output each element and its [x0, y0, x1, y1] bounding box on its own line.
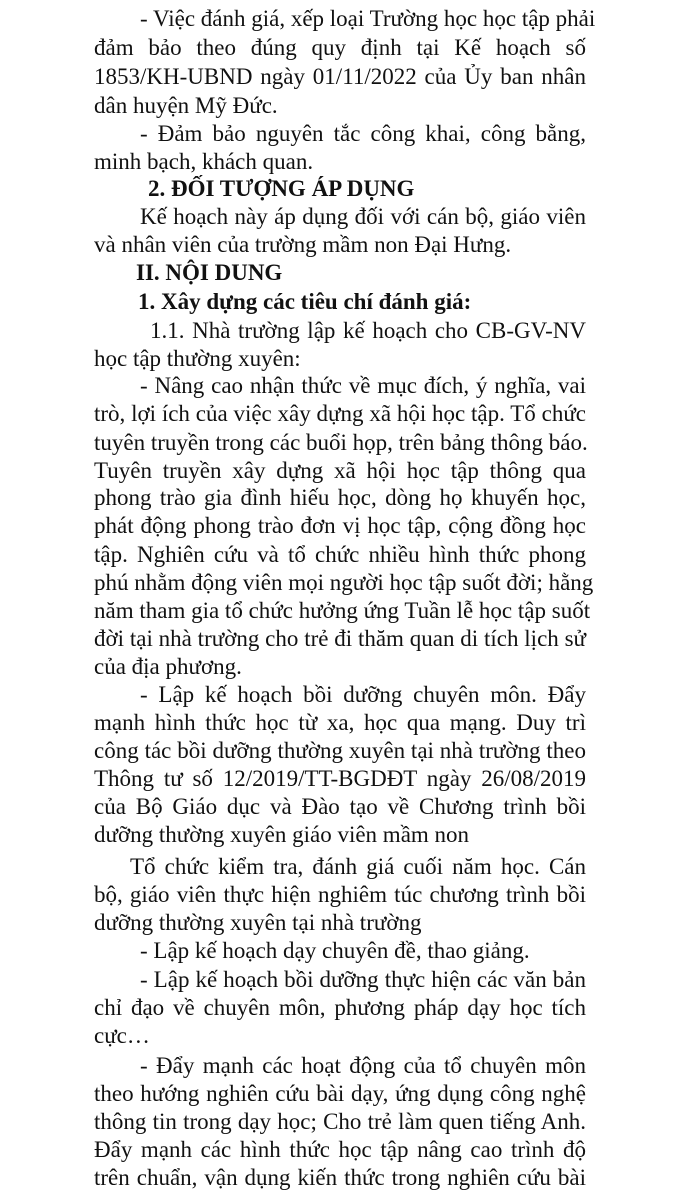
text-line: chỉ đạo về chuyên môn, phương pháp dạy học tích	[94, 995, 586, 1020]
text-line: phú nhằm động viên mọi người học tập suốt đời; hằng	[94, 570, 594, 595]
text-line: - Lập kế hoạch bồi dưỡng thực hiện các văn bản	[140, 967, 586, 992]
text-line: Kế hoạch này áp dụng đối với cán bộ, giáo viên	[140, 204, 586, 229]
section-heading: 1. Xây dựng các tiêu chí đánh giá:	[138, 289, 472, 314]
text-line: dân huyện Mỹ Đức.	[94, 93, 278, 118]
section-heading: 2. ĐỐI TƯỢNG ÁP DỤNG	[148, 176, 415, 201]
text-line: minh bạch, khách quan.	[94, 149, 314, 174]
text-line: đời tại nhà trường cho trẻ đi thăm quan di tích lịch sử	[94, 626, 586, 651]
section-heading: II. NỘI DUNG	[136, 260, 283, 285]
text-line: mạnh hình thức học từ xa, học qua mạng. Duy trì	[94, 710, 586, 735]
text-line: tập. Nghiên cứu và tổ chức nhiều hình thức phong	[94, 542, 586, 567]
text-line: - Việc đánh giá, xếp loại Trường học học tập phải	[140, 6, 596, 31]
text-line: phong trào gia đình hiếu học, dòng họ khuyến học,	[94, 485, 586, 510]
text-line: - Đảm bảo nguyên tắc công khai, công bằng,	[140, 121, 586, 146]
text-line: và nhân viên của trường mầm non Đại Hưng.	[94, 232, 512, 257]
text-line: Tổ chức kiểm tra, đánh giá cuối năm học. Cán	[130, 854, 586, 879]
text-line: đảm bảo theo đúng quy định tại Kế hoạch số	[94, 35, 586, 60]
text-line: tuyên truyền trong các buổi họp, trên bảng thông báo.	[94, 430, 588, 455]
text-line: - Nâng cao nhận thức về mục đích, ý nghĩa, vai	[140, 373, 586, 398]
text-line: Đẩy mạnh các hình thức học tập nâng cao trình độ	[94, 1137, 586, 1162]
text-line: thông tin trong dạy học; Cho trẻ làm quen tiếng Anh.	[94, 1109, 586, 1134]
text-line: bộ, giáo viên thực hiện nghiêm túc chương trình bồi	[94, 882, 586, 907]
text-line: - Lập kế hoạch dạy chuyên đề, thao giảng.	[140, 938, 530, 963]
text-line: trên chuẩn, vận dụng kiến thức trong nghiên cứu bài	[94, 1165, 586, 1190]
text-line: Tuyên truyền xây dựng xã hội học tập thông qua	[94, 458, 586, 483]
text-line: công tác bồi dưỡng thường xuyên tại nhà trường theo	[94, 738, 586, 763]
text-line: của địa phương.	[94, 654, 242, 679]
text-line: dưỡng thường xuyên tại nhà trường	[94, 910, 422, 935]
text-line: dưỡng thường xuyên giáo viên mầm non	[94, 822, 470, 847]
text-line: của Bộ Giáo dục và Đào tạo về Chương trình bồi	[94, 794, 586, 819]
text-line: - Đẩy mạnh các hoạt động của tổ chuyên môn	[140, 1053, 586, 1078]
text-line: phát động phong trào đơn vị học tập, cộng đồng học	[94, 513, 586, 538]
text-line: trò, lợi ích của việc xây dựng xã hội học tập. Tổ chức	[94, 401, 586, 426]
text-line: cực…	[94, 1023, 150, 1048]
text-line: - Lập kế hoạch bồi dưỡng chuyên môn. Đẩy	[140, 682, 586, 707]
text-line: 1853/KH-UBND ngày 01/11/2022 của Ủy ban nhân	[94, 64, 586, 89]
text-line: Thông tư số 12/2019/TT-BGDĐT ngày 26/08/2019	[94, 766, 586, 791]
text-line: theo hướng nghiên cứu bài dạy, ứng dụng công nghệ	[94, 1081, 586, 1106]
text-line: 1.1. Nhà trường lập kế hoạch cho CB-GV-NV	[150, 318, 586, 343]
text-line: học tập thường xuyên:	[94, 346, 301, 371]
text-line: năm tham gia tổ chức hưởng ứng Tuần lễ học tập suốt	[94, 598, 591, 623]
